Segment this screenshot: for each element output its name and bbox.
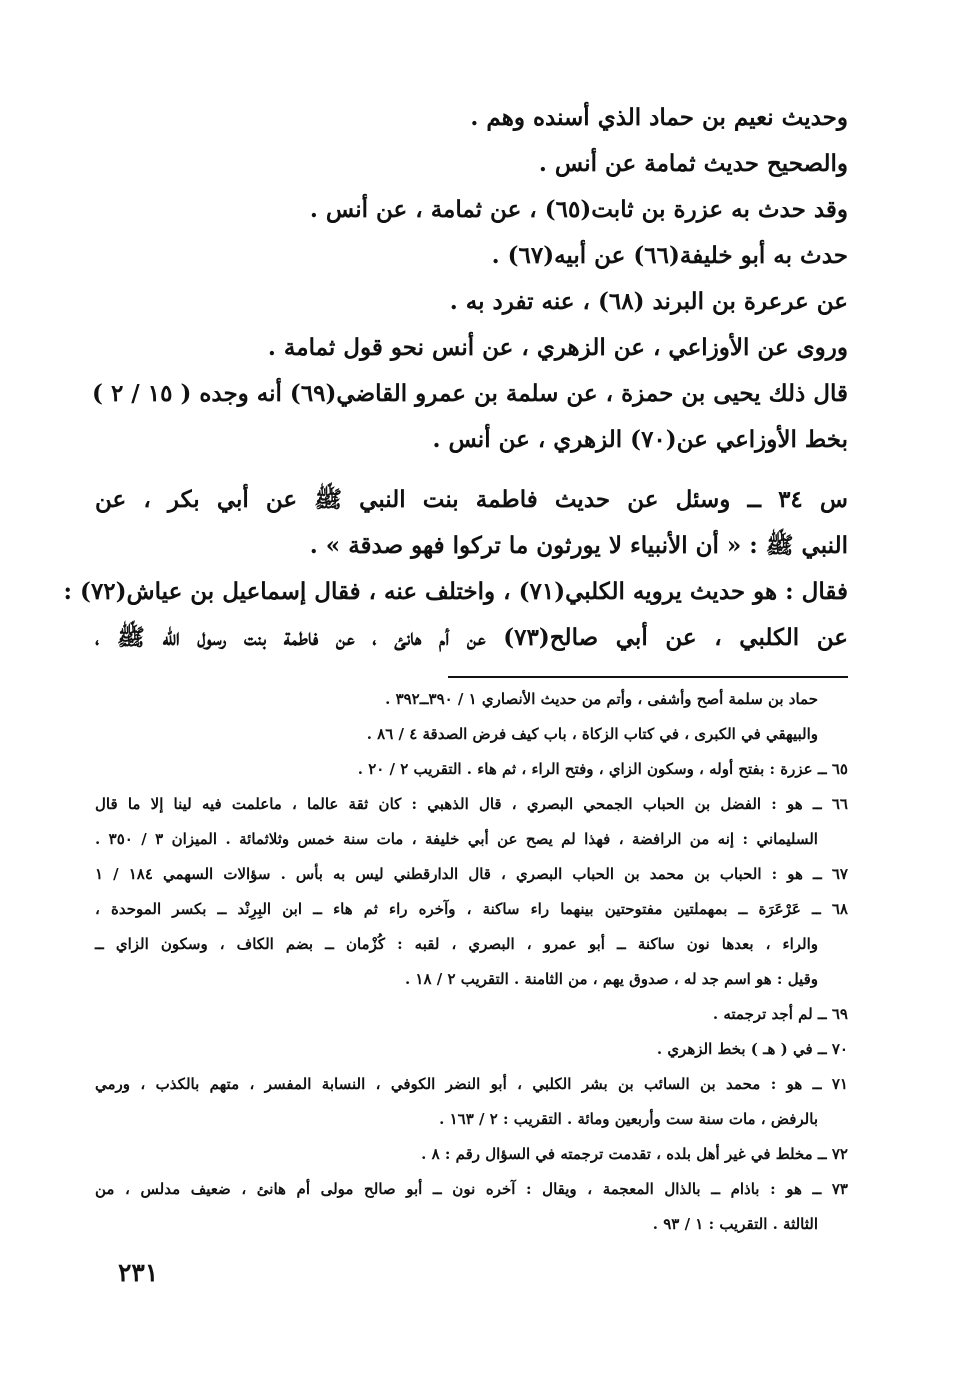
footnote-line: والراء ، بعدها نون ساكنة ــ أبو عمرو ، البصري ، لقبه : كُزْمان ــ بضم الكاف ، وسكون الزاي ــ (95, 935, 818, 953)
footnote-line: ٦٥ ــ عزرة : بفتح أوله ، وسكون الزاي ، وفتح الراء ، ثم هاء . التقريب ٢ / ٢٠ . (357, 760, 848, 778)
footnote-divider (448, 676, 848, 678)
paragraph-gap (95, 468, 848, 482)
footnote-line: ٧١ ــ هو : محمد بن السائب بن بشر الكلبي ، أبو النضر الكوفي ، النسابة المفسر ، متهم بالكذب ، ورمي (95, 1075, 848, 1093)
footnote-line: ٧٣ ــ هو : باذام ــ بالذال المعجمة ، ويقال : آخره نون ــ أبو صالح مولى أم هانئ ، ضعيف مدلس ، من (95, 1180, 848, 1198)
main-line: قال ذلك يحيى بن حمزة ، عن سلمة بن عمرو القاضي(٦٩) أنه وجده ( ١٥ / ٢ ) (92, 380, 848, 407)
footnote-line: حماد بن سلمة أصح وأشفى ، وأتم من حديث الأنصاري ١ / ٣٩٠ــ٣٩٢ . (385, 690, 818, 708)
footnote-line: السليماني : إنه من الرافضة ، فهذا لم يصح عن أبي خليفة ، مات سنة خمس وثلاثمائة . الميزان ٣ / ٣٥٠ . (95, 830, 818, 848)
main-line: وقد حدث به عزرة بن ثابت(٦٥) ، عن ثمامة ، عن أنس . (309, 196, 848, 223)
footnote-line: الثالثة . التقريب : ١ / ٩٣ . (652, 1215, 818, 1233)
footnote-line: ٦٨ ــ عَرْعَرَة ــ بمهملتين مفتوحتين بينهما راء ساكنة ، وآخره راء ثم هاء ــ ابن البِرِنْد ــ بكسر الموحدة ، (95, 900, 848, 918)
main-line: عن عرعرة بن البرند (٦٨) ، عنه تفرد به . (449, 288, 848, 315)
question-line: س ٣٤ ــ وسئل عن حديث فاطمة بنت النبي ﷺ عن أبي بكر ، عن (95, 486, 848, 513)
footnote-line: بالرفض ، مات سنة ست وأربعين ومائة . التقريب : ٢ / ١٦٣ . (439, 1110, 818, 1128)
main-line: والصحيح حديث ثمامة عن أنس . (538, 150, 848, 177)
footnote-line: ٦٩ ــ لم أجد ترجمته . (712, 1005, 848, 1023)
footnote-line: وقيل : هو اسم جد له ، صدوق يهم ، من الثامنة . التقريب ٢ / ١٨ . (404, 970, 818, 988)
main-text (63, 100, 848, 666)
footnote-line: ٦٦ ــ هو : الفضل بن الحباب الجمحي البصري ، قال الذهبي : كان ثقة عالما ، ماعلمت فيه لينا إلا ما قال (95, 795, 848, 813)
footnotes (95, 682, 848, 1242)
footnote-line: ٧٠ ــ في ( هـ ) بخط الزهري . (656, 1040, 848, 1058)
main-line: حدث به أبو خليفة(٦٦) عن أبيه(٦٧) . (491, 242, 848, 269)
question-line: النبي ﷺ : « أن الأنبياء لا يورثون ما تركوا فهو صدقة » . (309, 532, 848, 559)
footnote-line: ٦٧ ــ هو : الحباب بن محمد بن الحباب البصري ، قال الدارقطني ليس به بأس . سؤالات السهمي ١٨٤ / ١ (95, 865, 848, 883)
main-line: بخط الأوزاعي عن(٧٠) الزهري ، عن أنس . (432, 426, 848, 453)
main-line: وحديث نعيم بن حماد الذي أسنده وهم . (470, 104, 848, 131)
page-number: ٢٣١ (118, 1258, 159, 1287)
answer-line: عن الكلبي ، عن أبي صالح(٧٣) عن أم هانئ ، عن فاطمة بنت رسول الله ﷺ ، (95, 624, 848, 651)
footnote-line: والبيهقي في الكبرى ، في كتاب الزكاة ، باب كيف فرض الصدقة ٤ / ٨٦ . (366, 725, 818, 743)
footnote-line: ٧٢ ــ مخلط في غير أهل بلده ، تقدمت ترجمته في السؤال رقم : ٨ . (421, 1145, 848, 1163)
main-line: وروى عن الأوزاعي ، عن الزهري ، عن أنس نحو قول ثمامة . (267, 334, 848, 361)
answer-line: فقال : هو حديث يرويه الكلبي(٧١) ، واختلف عنه ، فقال إسماعيل بن عياش(٧٢) : (63, 578, 848, 605)
